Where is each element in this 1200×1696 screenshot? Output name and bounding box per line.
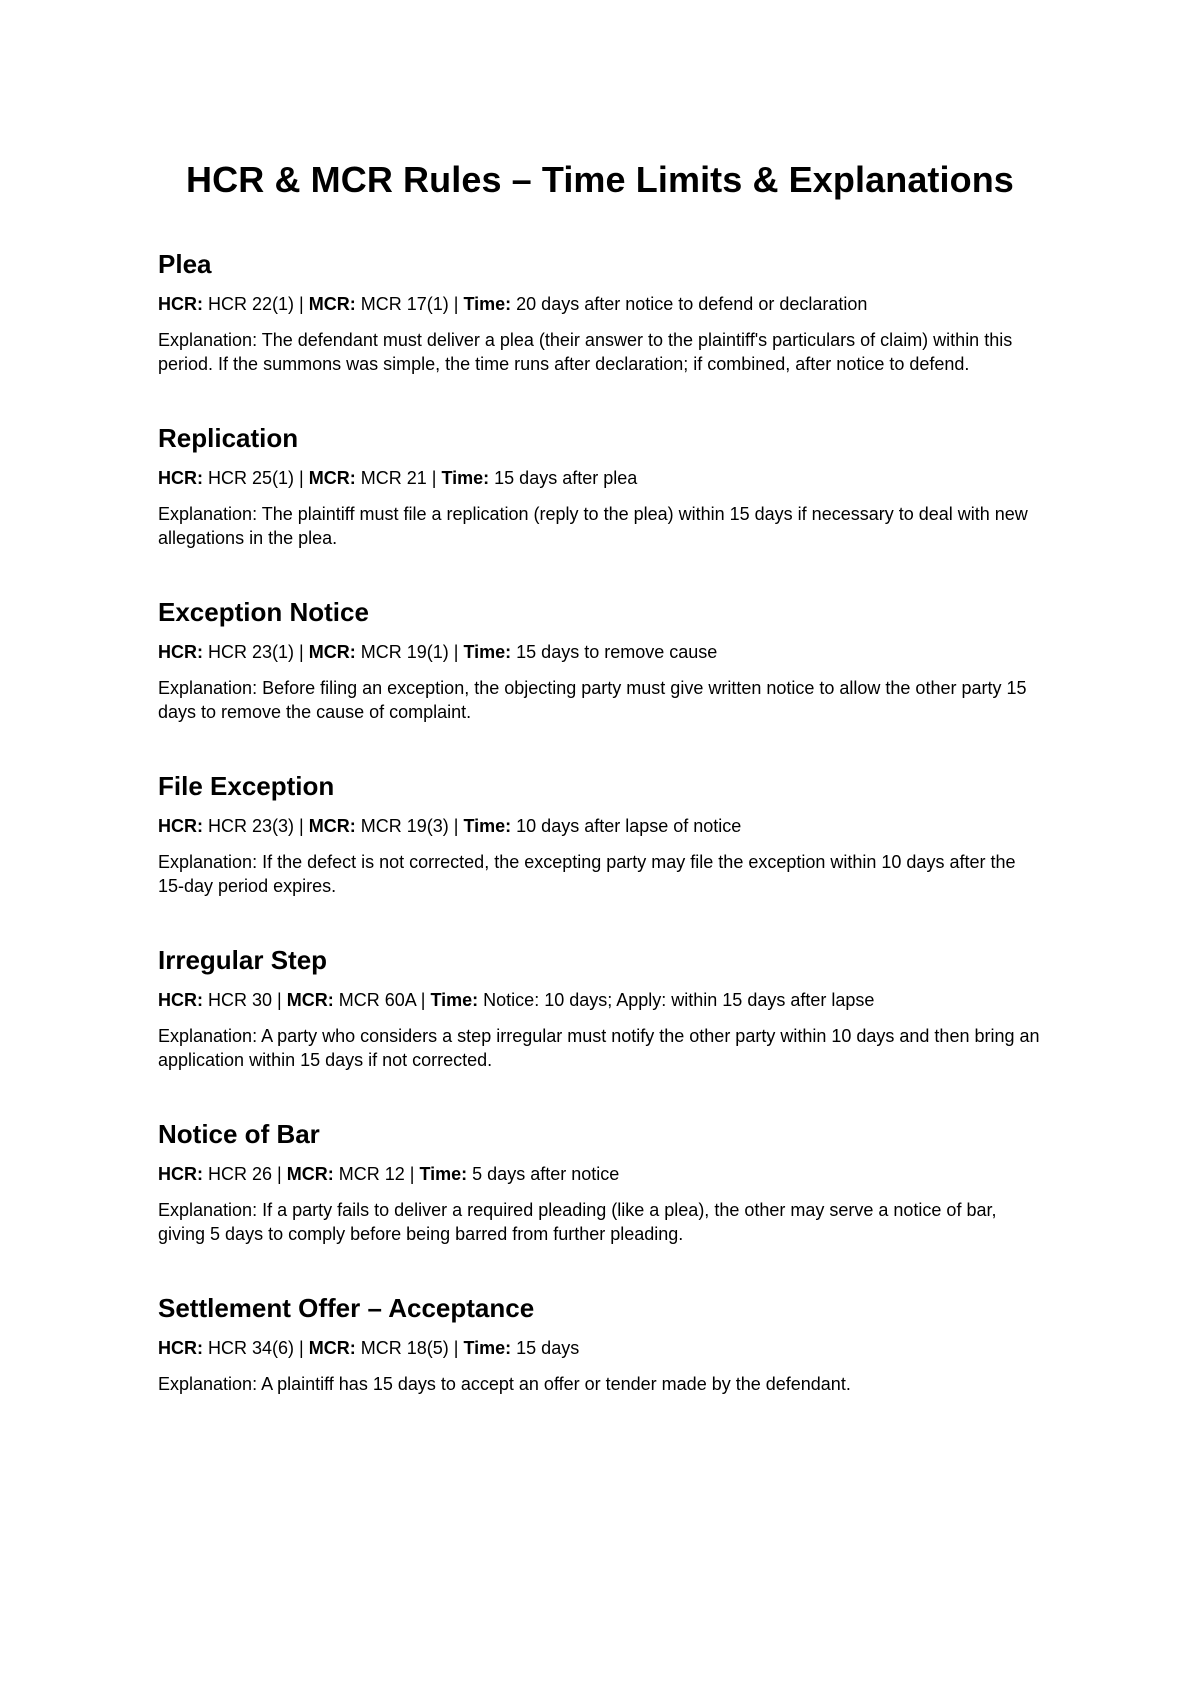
mcr-label: MCR: [308,1338,356,1358]
mcr-rule: MCR 19(3) [360,816,449,836]
hcr-label: HCR: [158,816,203,836]
rule-explanation: Explanation: A plaintiff has 15 days to accept an offer or tender made by the defendant. [158,1374,851,1394]
time-label: Time: [463,294,512,314]
separator: | [294,468,309,488]
hcr-rule: HCR 34(6) [208,1338,295,1358]
time-limit: 5 days after notice [472,1164,620,1184]
time-limit: 20 days after notice to defend or declaration [516,294,868,314]
hcr-rule: HCR 23(1) [208,642,295,662]
rule-meta-line [158,292,1042,316]
rule-meta-line [158,1336,1042,1360]
mcr-label: MCR: [308,642,356,662]
hcr-label: HCR: [158,1338,203,1358]
separator: | [448,1338,464,1358]
separator: | [294,816,309,836]
rule-explanation: Explanation: Before filing an exception, the objecting party must give written notice to allow the other party 15 days to remove the cause of complaint. [158,678,1027,722]
section-divider-space [158,724,1042,770]
time-label: Time: [463,1338,512,1358]
rule-section-notice-of-bar [158,1118,1042,1246]
section-heading: File Exception [158,771,335,801]
time-label: Time: [463,642,512,662]
rule-meta-line [158,1162,1042,1186]
hcr-label: HCR: [158,468,203,488]
rule-section-irregular-step [158,944,1042,1072]
hcr-rule: HCR 23(3) [208,816,295,836]
section-heading: Plea [158,249,212,279]
mcr-rule: MCR 17(1) [360,294,449,314]
hcr-rule: HCR 26 [208,1164,273,1184]
section-divider-space [158,1072,1042,1118]
mcr-label: MCR: [286,1164,334,1184]
section-divider-space [158,1246,1042,1292]
separator: | [294,642,309,662]
rule-meta-line [158,640,1042,664]
rules-section-list [158,248,1042,1396]
separator: | [294,1338,309,1358]
rule-meta-line [158,988,1042,1012]
hcr-label: HCR: [158,642,203,662]
time-limit: 10 days after lapse of notice [516,816,742,836]
mcr-label: MCR: [308,816,356,836]
time-label: Time: [419,1164,468,1184]
section-divider-space [158,376,1042,422]
separator: | [448,642,464,662]
section-heading: Settlement Offer – Acceptance [158,1293,535,1323]
mcr-label: MCR: [286,990,334,1010]
hcr-label: HCR: [158,1164,203,1184]
time-limit: 15 days [516,1338,580,1358]
separator: | [294,294,309,314]
section-divider-space [158,550,1042,596]
hcr-label: HCR: [158,294,203,314]
section-divider-space [158,898,1042,944]
rule-explanation: Explanation: If a party fails to deliver a required pleading (like a plea), the other may serve a notice of bar, giving 5 days to comply before being barred from further pleading. [158,1200,997,1244]
section-heading: Notice of Bar [158,1119,320,1149]
rule-section-settlement-offer [158,1292,1042,1396]
mcr-rule: MCR 18(5) [360,1338,449,1358]
rule-section-replication [158,422,1042,550]
mcr-rule: MCR 21 [360,468,427,488]
separator: | [426,468,442,488]
mcr-label: MCR: [308,468,356,488]
time-label: Time: [463,816,512,836]
document-title: HCR & MCR Rules – Time Limits & Explanations [186,159,1014,200]
time-limit: 15 days to remove cause [516,642,718,662]
rule-section-file-exception [158,770,1042,898]
rule-meta-line [158,814,1042,838]
hcr-rule: HCR 25(1) [208,468,295,488]
hcr-label: HCR: [158,990,203,1010]
mcr-rule: MCR 12 [338,1164,405,1184]
separator: | [404,1164,420,1184]
time-label: Time: [430,990,479,1010]
section-heading: Exception Notice [158,597,369,627]
rule-explanation: Explanation: If the defect is not corrected, the excepting party may file the exception within 10 days after the 15-day period expires. [158,852,1016,896]
mcr-rule: MCR 19(1) [360,642,449,662]
rule-explanation: Explanation: The plaintiff must file a replication (reply to the plea) within 15 days if necessary to deal with new allegations in the plea. [158,504,1028,548]
section-heading: Replication [158,423,299,453]
separator: | [272,1164,287,1184]
rule-meta-line [158,466,1042,490]
time-limit: 15 days after plea [494,468,638,488]
separator: | [448,816,464,836]
mcr-label: MCR: [308,294,356,314]
rule-section-exception-notice [158,596,1042,724]
hcr-rule: HCR 22(1) [208,294,295,314]
rule-section-plea [158,248,1042,376]
mcr-rule: MCR 60A [338,990,416,1010]
section-heading: Irregular Step [158,945,328,975]
rule-explanation: Explanation: The defendant must deliver a plea (their answer to the plaintiff's particulars of claim) within this period. If the summons was simple, the time runs after declaration; if combined, after notice to defend. [158,330,1013,374]
time-label: Time: [441,468,490,488]
rule-explanation: Explanation: A party who considers a step irregular must notify the other party within 10 days and then bring an application within 15 days if not corrected. [158,1026,1040,1070]
time-limit: Notice: 10 days; Apply: within 15 days after lapse [483,990,875,1010]
separator: | [415,990,431,1010]
separator: | [272,990,287,1010]
hcr-rule: HCR 30 [208,990,273,1010]
separator: | [448,294,464,314]
